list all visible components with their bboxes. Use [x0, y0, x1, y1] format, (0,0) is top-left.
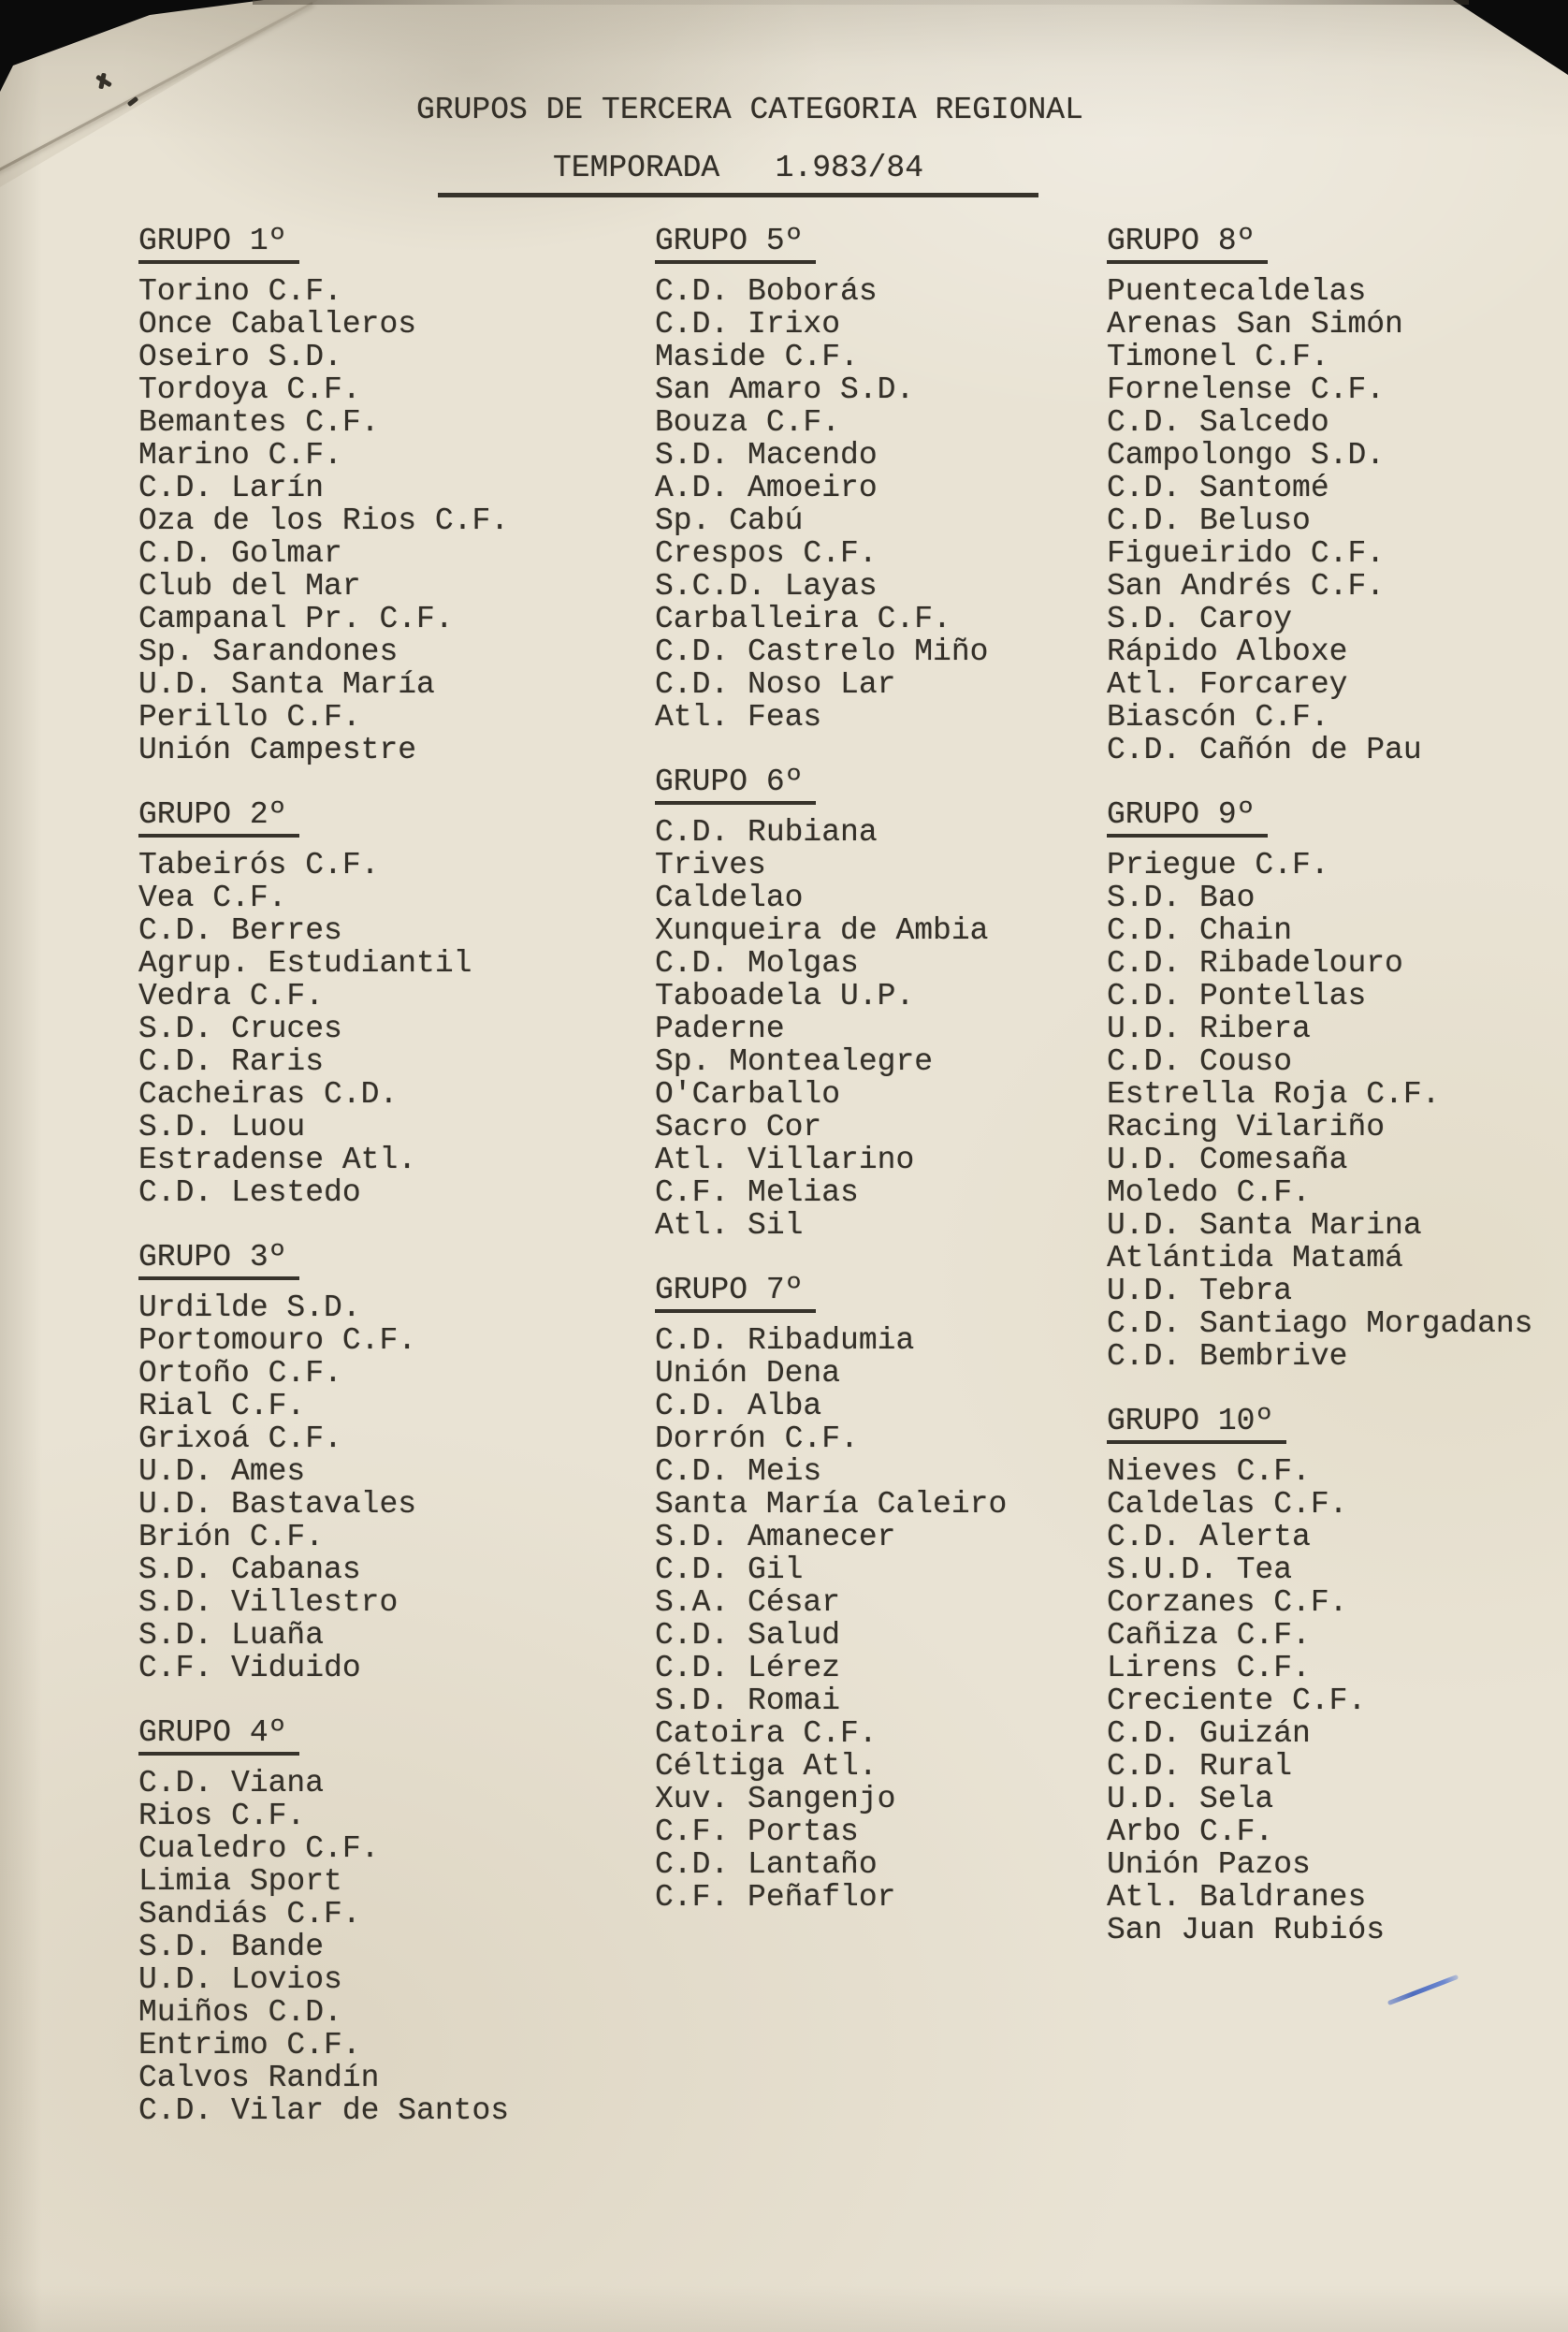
team-item: Vedra C.F. [138, 979, 325, 1013]
team-item: Oseiro S.D. [138, 340, 342, 374]
team-item: Arbo C.F. [1107, 1815, 1274, 1849]
group-block [655, 765, 1095, 1242]
team-list [1107, 275, 1565, 766]
team-item: C.F. Melias [655, 1175, 859, 1210]
team-item: Sacro Cor [655, 1110, 822, 1144]
team-item: Bouza C.F. [655, 405, 841, 440]
team-item: Portomouro C.F. [138, 1323, 417, 1358]
team-item: Atl. Forcarey [1107, 667, 1348, 702]
team-item: Urdilde S.D. [138, 1290, 361, 1325]
team-item: U.D. Sela [1107, 1782, 1274, 1816]
team-item: C.D. Pontellas [1107, 979, 1367, 1013]
team-item: Dorrón C.F. [655, 1421, 859, 1456]
team-list [1107, 1455, 1565, 1946]
team-item: Céltiga Atl. [655, 1749, 878, 1784]
team-item: Rápido Alboxe [1107, 634, 1348, 669]
team-item: Santa María Caleiro [655, 1487, 1008, 1522]
team-item: Ortoño C.F. [138, 1356, 342, 1391]
team-item: S.C.D. Layas [655, 569, 878, 604]
group-heading: GRUPO 4º [138, 1716, 299, 1756]
team-list [138, 849, 644, 1209]
team-item: Fornelense C.F. [1107, 372, 1386, 407]
team-item: C.D. Meis [655, 1454, 822, 1489]
team-item: S.D. Bande [138, 1930, 325, 1964]
team-item: C.D. Cañón de Pau [1107, 733, 1422, 767]
team-item: C.D. Castrelo Miño [655, 634, 989, 669]
team-item: Figueirido C.F. [1107, 536, 1386, 571]
team-list [655, 816, 1095, 1242]
team-item: Crespos C.F. [655, 536, 878, 571]
team-item: Atl. Villarino [655, 1143, 915, 1177]
team-item: S.D. Luaña [138, 1618, 325, 1653]
team-item: San Andrés C.F. [1107, 569, 1386, 604]
team-item: Campolongo S.D. [1107, 438, 1386, 473]
team-item: Atlántida Matamá [1107, 1241, 1403, 1275]
team-item: C.D. Salud [655, 1618, 841, 1653]
team-item: C.D. Molgas [655, 946, 859, 981]
team-item: S.D. Amanecer [655, 1520, 896, 1554]
team-item: C.D. Berres [138, 913, 342, 948]
team-item: C.D. Ribadelouro [1107, 946, 1403, 981]
group-block [1107, 798, 1565, 1373]
group-block [138, 1241, 644, 1684]
team-item: Agrup. Estudiantil [138, 946, 472, 981]
team-item: San Amaro S.D. [655, 372, 915, 407]
team-item: S.D. Macendo [655, 438, 878, 473]
team-item: Torino C.F. [138, 274, 342, 309]
team-item: C.D. Viana [138, 1766, 325, 1800]
team-item: U.D. Tebra [1107, 1274, 1293, 1308]
team-list [655, 1324, 1095, 1914]
team-item: U.D. Santa Marina [1107, 1208, 1422, 1243]
team-item: C.D. Gil [655, 1552, 804, 1587]
team-item: C.D. Boborás [655, 274, 878, 309]
team-item: Unión Campestre [138, 733, 417, 767]
team-item: Atl. Feas [655, 700, 822, 735]
team-item: S.U.D. Tea [1107, 1552, 1293, 1587]
team-item: Calvos Randín [138, 2061, 380, 2095]
team-item: Maside C.F. [655, 340, 859, 374]
team-item: U.D. Lovios [138, 1962, 342, 1997]
team-item: Oza de los Rios C.F. [138, 503, 510, 538]
team-item: Sp. Montealegre [655, 1044, 934, 1079]
team-item: Caldelas C.F. [1107, 1487, 1348, 1522]
team-item: Limia Sport [138, 1864, 342, 1899]
team-list [138, 1767, 644, 2127]
group-heading: GRUPO 9º [1107, 798, 1268, 838]
team-item: Carballeira C.F. [655, 602, 951, 636]
group-heading: GRUPO 2º [138, 798, 299, 838]
team-item: Xuv. Sangenjo [655, 1782, 896, 1816]
team-item: U.D. Ames [138, 1454, 306, 1489]
team-item: Sp. Cabú [655, 503, 804, 538]
column-1 [138, 225, 644, 2159]
team-item: S.D. Cabanas [138, 1552, 361, 1587]
team-item: Moledo C.F. [1107, 1175, 1311, 1210]
team-item: Estrella Roja C.F. [1107, 1077, 1441, 1112]
team-item: Estradense Atl. [138, 1143, 417, 1177]
team-list [655, 275, 1095, 734]
group-heading: GRUPO 3º [138, 1241, 299, 1280]
team-item: U.D. Comesaña [1107, 1143, 1348, 1177]
page-title: GRUPOS DE TERCERA CATEGORIA REGIONAL [416, 93, 1083, 127]
team-list [138, 1291, 644, 1684]
team-list [138, 275, 644, 766]
group-block [1107, 225, 1565, 766]
team-item: Atl. Sil [655, 1208, 804, 1243]
team-item: U.D. Bastavales [138, 1487, 417, 1522]
team-item: Caldelao [655, 881, 804, 915]
team-item: O'Carballo [655, 1077, 841, 1112]
team-item: C.D. Salcedo [1107, 405, 1329, 440]
group-block [655, 1274, 1095, 1914]
team-item: S.D. Bao [1107, 881, 1256, 915]
team-item: Corzanes C.F. [1107, 1585, 1348, 1620]
team-item: Bemantes C.F. [138, 405, 380, 440]
team-item: Paderne [655, 1012, 785, 1046]
group-block [138, 1716, 644, 2127]
team-item: C.F. Portas [655, 1815, 859, 1849]
team-item: A.D. Amoeiro [655, 471, 878, 505]
team-item: Sandiás C.F. [138, 1897, 361, 1931]
team-item: Puentecaldelas [1107, 274, 1367, 309]
team-item: Unión Dena [655, 1356, 841, 1391]
team-item: Rial C.F. [138, 1389, 306, 1423]
team-item: S.D. Cruces [138, 1012, 342, 1046]
team-item: C.F. Viduido [138, 1651, 361, 1685]
team-item: Grixoá C.F. [138, 1421, 342, 1456]
team-item: Priegue C.F. [1107, 848, 1329, 882]
team-item: Muiños C.D. [138, 1995, 342, 2030]
column-2 [655, 225, 1095, 1946]
team-item: C.D. Noso Lar [655, 667, 896, 702]
team-item: C.D. Chain [1107, 913, 1293, 948]
team-item: Xunqueira de Ambia [655, 913, 989, 948]
team-item: Catoira C.F. [655, 1716, 878, 1751]
group-block [138, 798, 644, 1209]
team-item: C.D. Beluso [1107, 503, 1311, 538]
team-item: Tabeirós C.F. [138, 848, 380, 882]
team-item: C.D. Alba [655, 1389, 822, 1423]
group-heading: GRUPO 5º [655, 225, 816, 264]
team-item: C.F. Peñaflor [655, 1880, 896, 1915]
team-item: C.D. Guizán [1107, 1716, 1311, 1751]
team-item: Sp. Sarandones [138, 634, 399, 669]
team-item: Biascón C.F. [1107, 700, 1329, 735]
team-item: C.D. Irixo [655, 307, 841, 342]
team-item: Racing Vilariño [1107, 1110, 1386, 1144]
team-item: Cualedro C.F. [138, 1831, 380, 1866]
team-item: U.D. Santa María [138, 667, 435, 702]
group-heading: GRUPO 8º [1107, 225, 1268, 264]
team-item: Entrimo C.F. [138, 2028, 361, 2062]
team-item: Brión C.F. [138, 1520, 325, 1554]
team-item: C.D. Ribadumia [655, 1323, 915, 1358]
team-item: Marino C.F. [138, 438, 342, 473]
team-item: Tordoya C.F. [138, 372, 361, 407]
subtitle-underline [438, 152, 1038, 197]
group-heading: GRUPO 7º [655, 1274, 816, 1313]
column-3 [1107, 225, 1565, 1978]
group-heading: GRUPO 6º [655, 765, 816, 805]
group-block [1107, 1405, 1565, 1946]
group-block [655, 225, 1095, 734]
team-item: S.A. César [655, 1585, 841, 1620]
team-item: Trives [655, 848, 766, 882]
team-item: C.D. Lérez [655, 1651, 841, 1685]
team-item: Campanal Pr. C.F. [138, 602, 454, 636]
team-item: Taboadela U.P. [655, 979, 915, 1013]
team-item: Perillo C.F. [138, 700, 361, 735]
team-item: Creciente C.F. [1107, 1683, 1367, 1718]
team-item: Club del Mar [138, 569, 361, 604]
team-item: Nieves C.F. [1107, 1454, 1311, 1489]
team-item: U.D. Ribera [1107, 1012, 1311, 1046]
team-item: Arenas San Simón [1107, 307, 1403, 342]
team-item: Atl. Baldranes [1107, 1880, 1367, 1915]
team-item: S.D. Villestro [138, 1585, 399, 1620]
team-item: C.D. Rural [1107, 1749, 1293, 1784]
team-list [1107, 849, 1565, 1373]
group-heading: GRUPO 10º [1107, 1405, 1286, 1444]
team-item: S.D. Caroy [1107, 602, 1293, 636]
team-item: Timonel C.F. [1107, 340, 1329, 374]
team-item: C.D. Larín [138, 471, 325, 505]
team-item: Rios C.F. [138, 1799, 306, 1833]
team-item: C.D. Vilar de Santos [138, 2093, 510, 2128]
team-item: Cañiza C.F. [1107, 1618, 1311, 1653]
team-item: C.D. Golmar [138, 536, 342, 571]
team-item: Once Caballeros [138, 307, 417, 342]
team-item: Unión Pazos [1107, 1847, 1311, 1882]
team-item: San Juan Rubiós [1107, 1913, 1386, 1947]
team-item: C.D. Santomé [1107, 471, 1329, 505]
team-item: C.D. Couso [1107, 1044, 1293, 1079]
page-subtitle: TEMPORADA 1.983/84 [552, 151, 924, 185]
team-item: C.D. Alerta [1107, 1520, 1311, 1554]
team-item: C.D. Santiago Morgadans [1107, 1306, 1533, 1341]
team-item: C.D. Lestedo [138, 1175, 361, 1210]
team-item: C.D. Bembrive [1107, 1339, 1348, 1374]
team-item: C.D. Lantaño [655, 1847, 878, 1882]
group-block [138, 225, 644, 766]
team-item: S.D. Romai [655, 1683, 841, 1718]
team-item: Lirens C.F. [1107, 1651, 1311, 1685]
group-heading: GRUPO 1º [138, 225, 299, 264]
team-item: C.D. Raris [138, 1044, 325, 1079]
team-item: C.D. Rubiana [655, 815, 878, 850]
team-item: Cacheiras C.D. [138, 1077, 399, 1112]
team-item: S.D. Luou [138, 1110, 306, 1144]
team-item: Vea C.F. [138, 881, 287, 915]
